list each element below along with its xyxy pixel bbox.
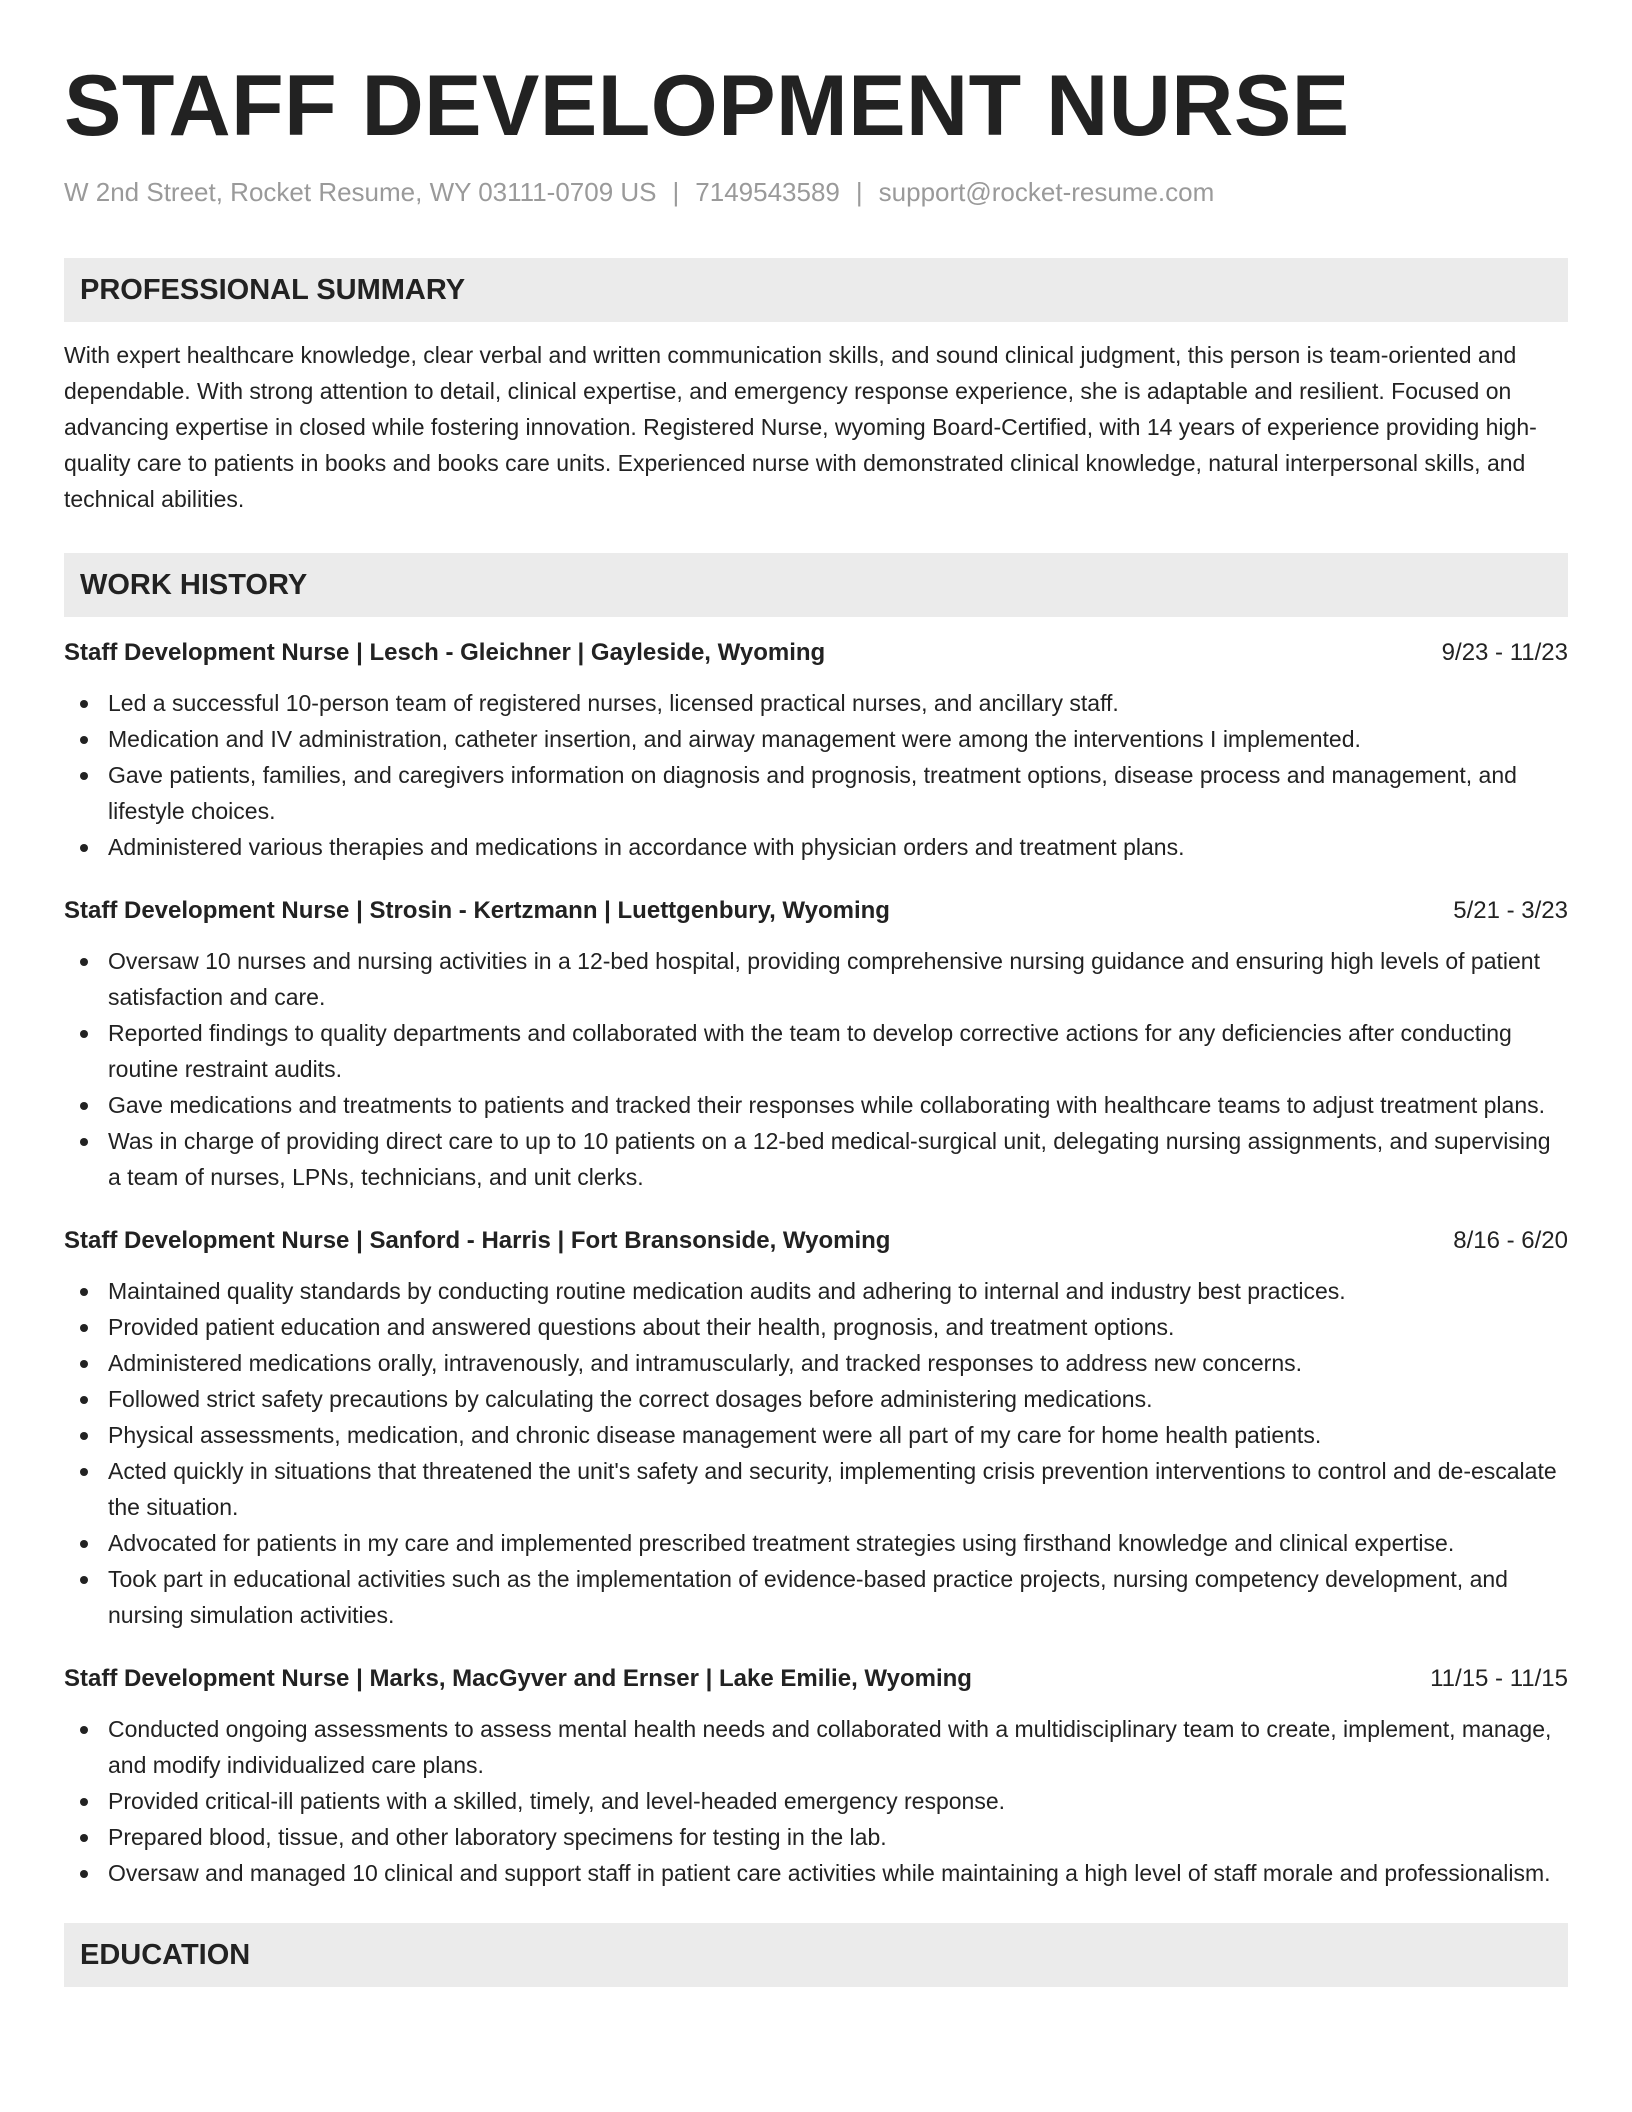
job-bullet: Physical assessments, medication, and chronic disease management were all part of my care for home health patients. [64,1417,1568,1453]
job-entry [64,1223,1568,1633]
job-bullet: Provided patient education and answered questions about their health, prognosis, and treatment options. [64,1309,1568,1345]
job-bullet: Gave patients, families, and caregivers information on diagnosis and prognosis, treatment options, disease process and management, and lifestyle choices. [64,757,1568,829]
job-bullets [64,943,1568,1195]
section-heading-summary: PROFESSIONAL SUMMARY [64,258,1568,322]
section-heading-education: EDUCATION [64,1923,1568,1987]
job-bullet: Advocated for patients in my care and implemented prescribed treatment strategies using firsthand knowledge and clinical expertise. [64,1525,1568,1561]
contact-separator: | [855,177,863,207]
job-header [64,893,1568,929]
job-bullet: Conducted ongoing assessments to assess mental health needs and collaborated with a multidisciplinary team to create, implement, manage, and modify individualized care plans. [64,1711,1568,1783]
job-bullet: Administered various therapies and medications in accordance with physician orders and treatment plans. [64,829,1568,865]
job-entry [64,1661,1568,1891]
job-bullet: Reported findings to quality departments and collaborated with the team to develop corrective actions for any deficiencies after conducting routine restraint audits. [64,1015,1568,1087]
job-bullet: Led a successful 10-person team of registered nurses, licensed practical nurses, and ancillary staff. [64,685,1568,721]
job-bullet: Took part in educational activities such as the implementation of evidence-based practice projects, nursing competency development, and nursing simulation activities. [64,1561,1568,1633]
contact-separator: | [672,177,680,207]
contact-line [64,176,1568,208]
job-bullet: Provided critical-ill patients with a skilled, timely, and level-headed emergency response. [64,1783,1568,1819]
summary-text: With expert healthcare knowledge, clear verbal and written communication skills, and sound clinical judgment, this person is team-oriented and dependable. With strong attention to detail, clinical expertise, and emergency response experience, she is adaptable and resilient. Focused on advancing expertise in closed while fostering innovation. Registered Nurse, wyoming Board-Certified, with 14 years of experience providing high-quality care to patients in books and books care units. Experienced nurse with demonstrated clinical knowledge, natural interpersonal skills, and technical abilities. [64,342,1537,512]
job-entry [64,635,1568,865]
job-title: Staff Development Nurse | Sanford - Harris | Fort Bransonside, Wyoming [64,1227,891,1254]
contact-email: support@rocket-resume.com [878,177,1215,207]
job-title: Staff Development Nurse | Lesch - Gleichner | Gayleside, Wyoming [64,639,826,666]
job-title: Staff Development Nurse | Marks, MacGyver and Ernser | Lake Emilie, Wyoming [64,1665,972,1692]
job-dates: 5/21 - 3/23 [1453,897,1568,924]
job-header [64,635,1568,671]
contact-address: W 2nd Street, Rocket Resume, WY 03111-0709 US [64,177,657,207]
job-bullets [64,1273,1568,1633]
job-bullet: Oversaw 10 nurses and nursing activities in a 12-bed hospital, providing comprehensive nursing guidance and ensuring high levels of patient satisfaction and care. [64,943,1568,1015]
job-bullet: Oversaw and managed 10 clinical and support staff in patient care activities while maintaining a high level of staff morale and professionalism. [64,1855,1568,1891]
job-bullet: Maintained quality standards by conducting routine medication audits and adhering to internal and industry best practices. [64,1273,1568,1309]
job-bullet: Medication and IV administration, catheter insertion, and airway management were among the interventions I implemented. [64,721,1568,757]
contact-phone: 7149543589 [695,177,840,207]
job-bullet: Gave medications and treatments to patients and tracked their responses while collaborating with healthcare teams to adjust treatment plans. [64,1087,1568,1123]
job-entry [64,893,1568,1195]
job-dates: 11/15 - 11/15 [1430,1665,1568,1692]
job-bullets [64,1711,1568,1891]
job-bullet: Prepared blood, tissue, and other laboratory specimens for testing in the lab. [64,1819,1568,1855]
section-heading-work-history: WORK HISTORY [64,553,1568,617]
job-header [64,1223,1568,1259]
job-dates: 8/16 - 6/20 [1453,1227,1568,1254]
job-bullet: Was in charge of providing direct care to up to 10 patients on a 12-bed medical-surgical unit, delegating nursing assignments, and supervising a team of nurses, LPNs, technicians, and unit clerks. [64,1123,1568,1195]
job-title: Staff Development Nurse | Strosin - Kertzmann | Luettgenbury, Wyoming [64,897,890,924]
job-header [64,1661,1568,1697]
resume-page [64,0,1568,1987]
job-bullet: Followed strict safety precautions by calculating the correct dosages before administering medications. [64,1381,1568,1417]
job-dates: 9/23 - 11/23 [1441,639,1568,666]
job-bullets [64,685,1568,865]
job-bullet: Acted quickly in situations that threatened the unit's safety and security, implementing crisis prevention interventions to control and de-escalate the situation. [64,1453,1568,1525]
job-bullet: Administered medications orally, intravenously, and intramuscularly, and tracked responses to address new concerns. [64,1345,1568,1381]
resume-title: STAFF DEVELOPMENT NURSE [64,58,1350,154]
